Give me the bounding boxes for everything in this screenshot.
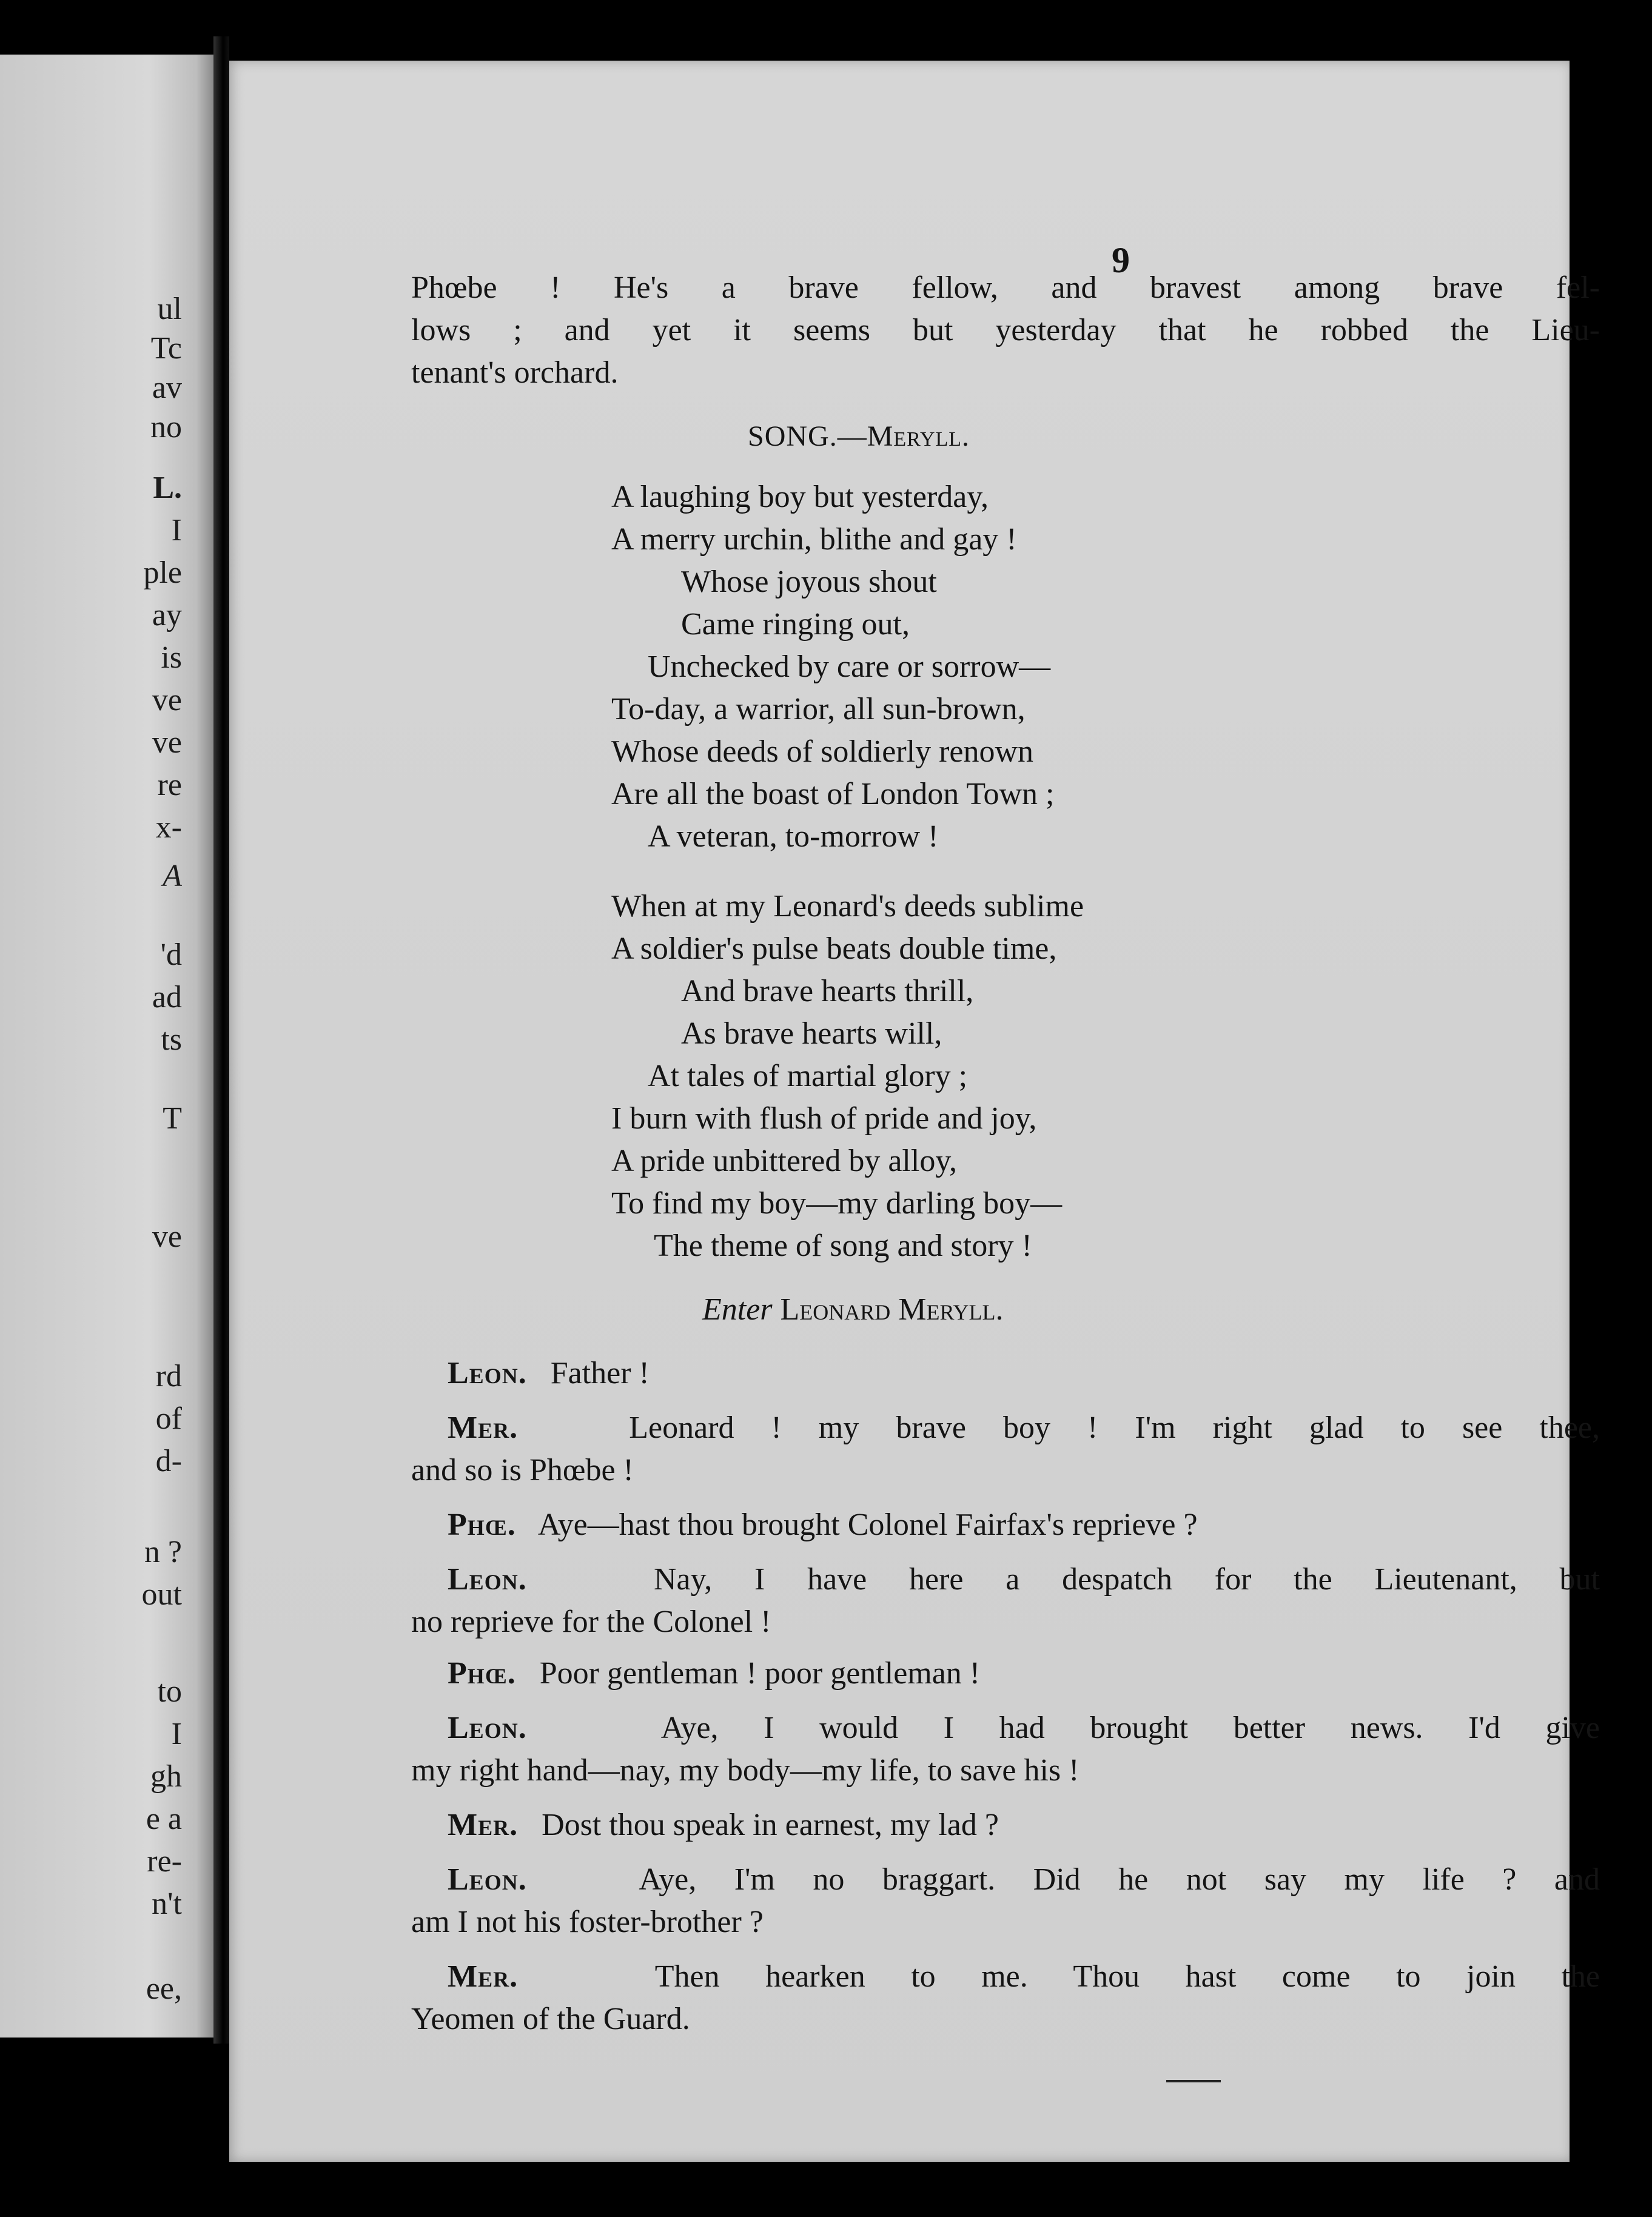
left-fragment: x- bbox=[155, 810, 182, 845]
verse-line: A veteran, to-morrow ! bbox=[648, 819, 939, 854]
left-fragment: gh bbox=[150, 1759, 182, 1794]
dialogue-text: Poor gentleman ! poor gentleman ! bbox=[539, 1656, 981, 1691]
left-facing-page bbox=[0, 55, 213, 2038]
dialogue-text: Father ! bbox=[550, 1356, 650, 1390]
left-fragment: ad bbox=[152, 980, 182, 1015]
left-fragment: T bbox=[163, 1101, 182, 1136]
verse-line: To-day, a warrior, all sun-brown, bbox=[611, 692, 1026, 726]
left-fragment: rd bbox=[155, 1359, 182, 1394]
verse-line: A pride unbittered by alloy, bbox=[611, 1144, 957, 1178]
left-fragment: e a bbox=[146, 1802, 182, 1836]
verse-line: And brave hearts thrill, bbox=[681, 974, 974, 1008]
verse-line: A merry urchin, blithe and gay ! bbox=[611, 522, 1017, 557]
left-fragment: no bbox=[150, 410, 182, 444]
verse-line: A soldier's pulse beats double time, bbox=[611, 931, 1057, 966]
verse-line: To find my boy—my darling boy— bbox=[611, 1186, 1063, 1221]
dialogue-continuation: am I not his foster-brother ? bbox=[411, 1905, 764, 1939]
left-fragment: out bbox=[141, 1577, 182, 1612]
dialogue-text: Nay, I have here a despatch for the Lieutenant, but bbox=[653, 1562, 1600, 1597]
verse-line: When at my Leonard's deeds sublime bbox=[611, 889, 1084, 924]
dialogue-line bbox=[448, 1807, 999, 1843]
dialogue-continuation: no reprieve for the Colonel ! bbox=[411, 1605, 771, 1639]
verse-line: Unchecked by care or sorrow— bbox=[648, 649, 1051, 684]
verse-line: Are all the boast of London Town ; bbox=[611, 777, 1055, 811]
song-heading bbox=[748, 418, 970, 455]
prose-line: Phœbe ! He's a brave fellow, and bravest among brave fel- bbox=[411, 270, 1600, 305]
song-heading-prefix: SONG.— bbox=[748, 420, 867, 452]
verse-line: As brave hearts will, bbox=[681, 1016, 942, 1051]
speaker-name: Mer. bbox=[448, 1410, 519, 1445]
verse-line: Whose deeds of soldierly renown bbox=[611, 734, 1034, 769]
left-fragment: Tc bbox=[150, 331, 182, 366]
dialogue-line bbox=[448, 1959, 1600, 1995]
left-fragment: is bbox=[161, 640, 182, 675]
speaker-name: Leon. bbox=[448, 1562, 527, 1597]
left-fragment: ve bbox=[152, 1219, 182, 1254]
dialogue-text: Aye, I would I had brought better news. I'd give bbox=[660, 1711, 1600, 1745]
dialogue-text: Aye, I'm no braggart. Did he not say my life ? and bbox=[639, 1862, 1600, 1897]
dialogue-continuation: Yeomen of the Guard. bbox=[411, 2002, 690, 2036]
speaker-name: Phœ. bbox=[448, 1508, 516, 1542]
dialogue-line bbox=[448, 1710, 1600, 1746]
dialogue-text: Then hearken to me. Thou hast come to join the bbox=[654, 1959, 1600, 1994]
left-fragment: re bbox=[157, 768, 182, 802]
left-fragment: 'd bbox=[160, 937, 182, 972]
verse-line: The theme of song and story ! bbox=[654, 1229, 1032, 1263]
left-fragment: I bbox=[171, 1717, 182, 1751]
dialogue-line bbox=[448, 1862, 1600, 1898]
left-fragment: n't bbox=[152, 1887, 182, 1921]
song-heading-name: Meryll. bbox=[867, 420, 970, 452]
speaker-name: Phœ. bbox=[448, 1656, 516, 1691]
left-fragment: d- bbox=[155, 1444, 182, 1478]
left-fragment: av bbox=[152, 371, 182, 405]
speaker-name: Leon. bbox=[448, 1711, 527, 1745]
verse-line: A laughing boy but yesterday, bbox=[611, 480, 989, 514]
left-fragment: of bbox=[155, 1401, 182, 1436]
left-fragment: re- bbox=[147, 1844, 182, 1879]
right-page bbox=[229, 61, 1600, 2162]
left-fragment: ul bbox=[157, 292, 182, 326]
stage-direction bbox=[702, 1292, 1004, 1328]
left-fragment: A bbox=[163, 859, 182, 893]
verse-line: Came ringing out, bbox=[681, 607, 910, 642]
dialogue-text: Aye—hast thou brought Colonel Fairfax's reprieve ? bbox=[537, 1508, 1198, 1542]
left-fragment: to bbox=[157, 1674, 182, 1709]
stage-direction-name: Leonard Meryll. bbox=[780, 1292, 1004, 1327]
left-fragment: ee, bbox=[146, 1971, 182, 2006]
page-number: 9 bbox=[1112, 240, 1130, 280]
left-fragment: L. bbox=[153, 471, 182, 505]
dialogue-text: Leonard ! my brave boy ! I'm right glad to see thee, bbox=[629, 1410, 1600, 1445]
dialogue-continuation: and so is Phœbe ! bbox=[411, 1453, 634, 1488]
dialogue-line bbox=[448, 1561, 1600, 1598]
speaker-name: Mer. bbox=[448, 1959, 519, 1994]
left-fragment: ve bbox=[152, 725, 182, 760]
left-fragment: ay bbox=[152, 598, 182, 632]
verse-line: I burn with flush of pride and joy, bbox=[611, 1101, 1037, 1136]
prose-line: lows ; and yet it seems but yesterday that he robbed the Lieu- bbox=[411, 313, 1600, 347]
catchword-mark bbox=[1166, 2080, 1221, 2101]
speaker-name: Leon. bbox=[448, 1862, 527, 1897]
dialogue-line bbox=[448, 1507, 1198, 1543]
verse-line: At tales of martial glory ; bbox=[648, 1059, 968, 1093]
speaker-name: Leon. bbox=[448, 1356, 527, 1390]
left-fragment: n ? bbox=[144, 1535, 182, 1569]
verse-line: Whose joyous shout bbox=[681, 565, 937, 599]
left-fragment: I bbox=[171, 513, 182, 548]
stage-direction-enter: Enter bbox=[702, 1292, 773, 1327]
speaker-name: Mer. bbox=[448, 1808, 519, 1842]
dialogue-line bbox=[448, 1410, 1600, 1446]
prose-line: tenant's orchard. bbox=[411, 355, 619, 390]
book-gutter bbox=[213, 36, 229, 2044]
left-fragment: ve bbox=[152, 683, 182, 717]
dialogue-continuation: my right hand—nay, my body—my life, to save his ! bbox=[411, 1753, 1080, 1788]
left-fragment: ple bbox=[143, 555, 182, 590]
left-fragment: ts bbox=[161, 1022, 182, 1057]
dialogue-text: Dost thou speak in earnest, my lad ? bbox=[542, 1808, 999, 1842]
dialogue-line bbox=[448, 1355, 650, 1392]
dialogue-line bbox=[448, 1655, 980, 1692]
